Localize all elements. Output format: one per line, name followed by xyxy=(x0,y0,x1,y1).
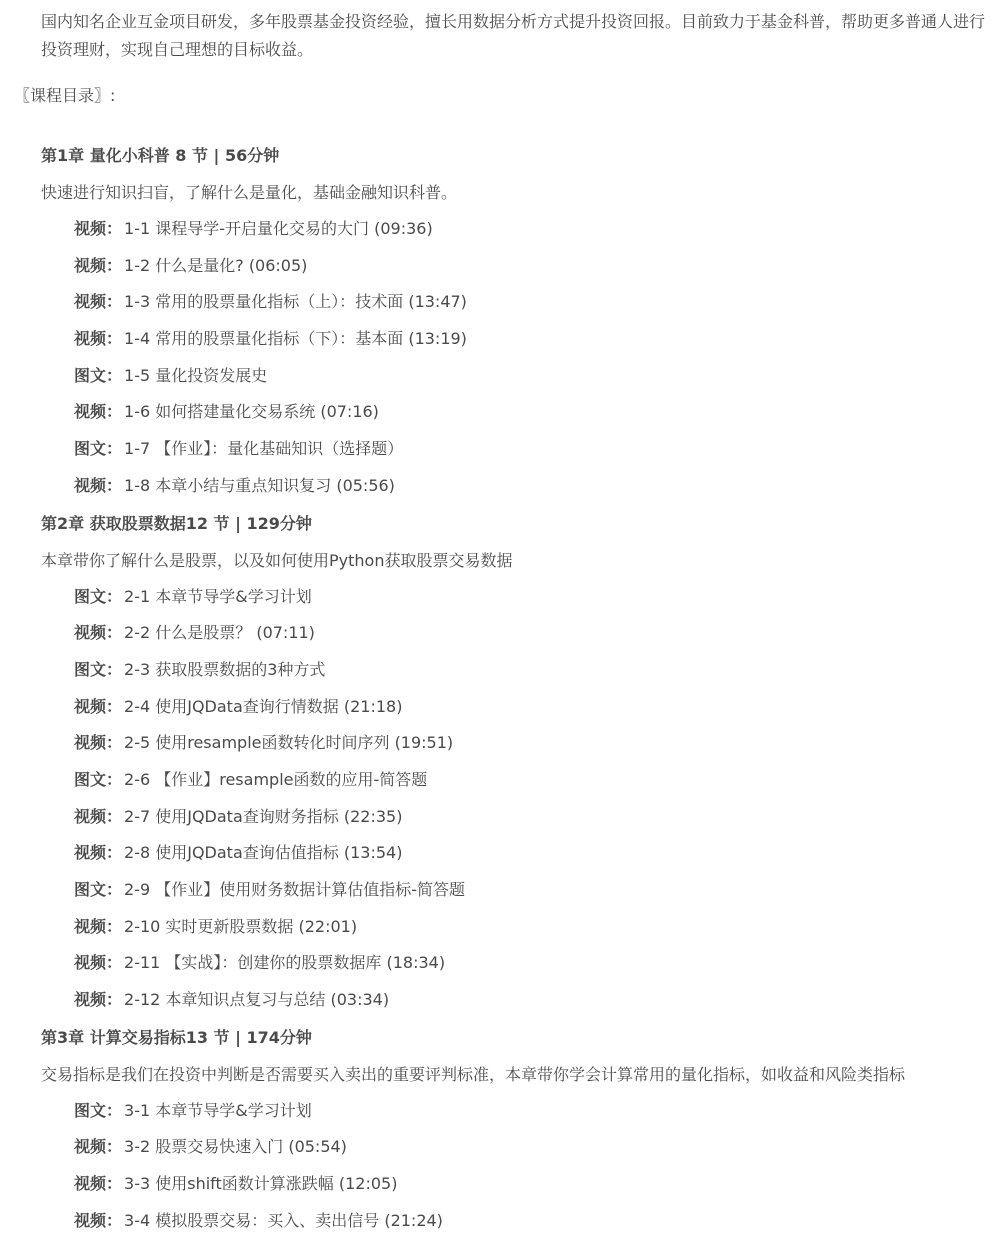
lesson-type: 视频： xyxy=(74,733,123,753)
lesson-type: 视频： xyxy=(74,953,123,973)
lesson-title: 1-2 什么是量化? (06:05) xyxy=(124,255,308,275)
lesson-title: 1-4 常用的股票量化指标（下）：基本面 (13:19) xyxy=(124,329,467,349)
lesson-item xyxy=(74,689,1000,726)
lesson-item xyxy=(74,358,1000,395)
lesson-item xyxy=(74,799,1000,836)
lesson-type: 视频： xyxy=(74,255,123,275)
lesson-title: 3-4 模拟股票交易：买入、卖出信号 (21:24) xyxy=(124,1210,443,1230)
lesson-type: 图文： xyxy=(74,1100,123,1120)
lesson-type: 视频： xyxy=(74,916,123,936)
lesson-type: 视频： xyxy=(74,1137,123,1157)
lesson-type: 图文： xyxy=(74,365,123,385)
catalog-heading: 〖课程目录〗: xyxy=(14,86,116,105)
lesson-title: 2-5 使用resample函数转化时间序列 (19:51) xyxy=(124,733,454,753)
lesson-title: 2-11 【实战】：创建你的股票数据库 (18:34) xyxy=(124,953,446,973)
lesson-item xyxy=(74,615,1000,652)
lesson-item xyxy=(74,945,1000,982)
lesson-title: 2-8 使用JQData查询估值指标 (13:54) xyxy=(124,843,403,863)
lesson-item xyxy=(74,321,1000,358)
lesson-item xyxy=(74,909,1000,946)
lesson-type: 视频： xyxy=(74,292,123,312)
lesson-title: 1-3 常用的股票量化指标（上）：技术面 (13:47) xyxy=(124,292,467,312)
lesson-title: 2-6 【作业】resample函数的应用-简答题 xyxy=(124,769,428,789)
lesson-title: 2-1 本章节导学&学习计划 xyxy=(124,586,312,606)
lesson-type: 视频： xyxy=(74,696,123,716)
lesson-type: 视频： xyxy=(74,990,123,1010)
chapter-description: 快速进行知识扫盲，了解什么是量化，基础金融知识科普。 xyxy=(41,183,458,202)
course-catalog xyxy=(0,137,1000,1240)
lesson-type: 视频： xyxy=(74,806,123,826)
lesson-title: 3-3 使用shift函数计算涨跌幅 (12:05) xyxy=(124,1174,398,1194)
chapter-title: 第3章 计算交易指标13 节 | 174分钟 xyxy=(41,1027,312,1047)
lesson-type: 图文： xyxy=(74,880,123,899)
lesson-item xyxy=(74,394,1000,431)
lesson-title: 2-2 什么是股票？ (07:11) xyxy=(124,623,315,643)
lesson-item xyxy=(74,248,1000,285)
lesson-type: 视频： xyxy=(74,475,123,495)
lesson-title: 1-6 如何搭建量化交易系统 (07:16) xyxy=(124,402,379,422)
lesson-type: 视频： xyxy=(74,1174,123,1194)
chapter-description: 本章带你了解什么是股票，以及如何使用Python获取股票交易数据 xyxy=(41,550,513,570)
lesson-item xyxy=(74,579,1000,616)
lesson-type: 视频： xyxy=(74,329,123,349)
lesson-type: 视频： xyxy=(74,623,123,643)
lesson-title: 1-5 量化投资发展史 xyxy=(124,365,268,385)
lesson-title: 2-3 获取股票数据的3种方式 xyxy=(124,659,326,679)
lesson-type: 视频： xyxy=(74,402,123,422)
lesson-type: 图文： xyxy=(74,769,123,789)
lesson-type: 视频： xyxy=(74,219,123,238)
lesson-title: 1-8 本章小结与重点知识复习 (05:56) xyxy=(124,475,395,495)
chapter-title: 第1章 量化小科普 8 节 | 56分钟 xyxy=(41,146,280,165)
chapter-description: 交易指标是我们在投资中判断是否需要买入卖出的重要评判标准，本章带你学会计算常用的量化指标，如收益和风险类指标 xyxy=(41,1064,906,1084)
lesson-item xyxy=(74,1129,1000,1166)
lesson-item xyxy=(74,1203,1000,1240)
lesson-title: 2-9 【作业】使用财务数据计算估值指标-简答题 xyxy=(124,880,466,899)
lesson-type: 图文： xyxy=(74,439,123,459)
lesson-type: 视频： xyxy=(74,843,123,863)
lesson-type: 图文： xyxy=(74,659,123,679)
lesson-item xyxy=(74,284,1000,321)
instructor-intro: 国内知名企业互金项目研发，多年股票基金投资经验，擅长用数据分析方式提升投资回报。目前致力于基金科普，帮助更多普通人进行投资理财，实现自己理想的目标收益。 xyxy=(41,12,986,59)
lesson-title: 2-4 使用JQData查询行情数据 (21:18) xyxy=(124,696,403,716)
lesson-title: 1-7 【作业】：量化基础知识（选择题） xyxy=(124,439,404,459)
chapter-title: 第2章 获取股票数据12 节 | 129分钟 xyxy=(41,513,312,533)
lesson-title: 2-10 实时更新股票数据 (22:01) xyxy=(124,916,358,936)
lesson-item xyxy=(74,652,1000,689)
lesson-title: 1-1 课程导学-开启量化交易的大门 (09:36) xyxy=(124,219,433,238)
lesson-title: 3-1 本章节导学&学习计划 xyxy=(124,1100,312,1120)
lesson-item xyxy=(74,872,1000,909)
lesson-item xyxy=(74,1166,1000,1203)
lesson-type: 视频： xyxy=(74,1210,123,1230)
lesson-item xyxy=(74,211,1000,248)
lesson-item xyxy=(74,431,1000,468)
lesson-item xyxy=(74,468,1000,505)
lesson-title: 2-7 使用JQData查询财务指标 (22:35) xyxy=(124,806,403,826)
lesson-item xyxy=(74,725,1000,762)
lesson-title: 2-12 本章知识点复习与总结 (03:34) xyxy=(124,990,390,1010)
lesson-item xyxy=(74,762,1000,799)
lesson-item xyxy=(74,835,1000,872)
lesson-item xyxy=(74,982,1000,1019)
lesson-type: 图文： xyxy=(74,586,123,606)
lesson-title: 3-2 股票交易快速入门 (05:54) xyxy=(124,1137,347,1157)
lesson-item xyxy=(74,1093,1000,1130)
